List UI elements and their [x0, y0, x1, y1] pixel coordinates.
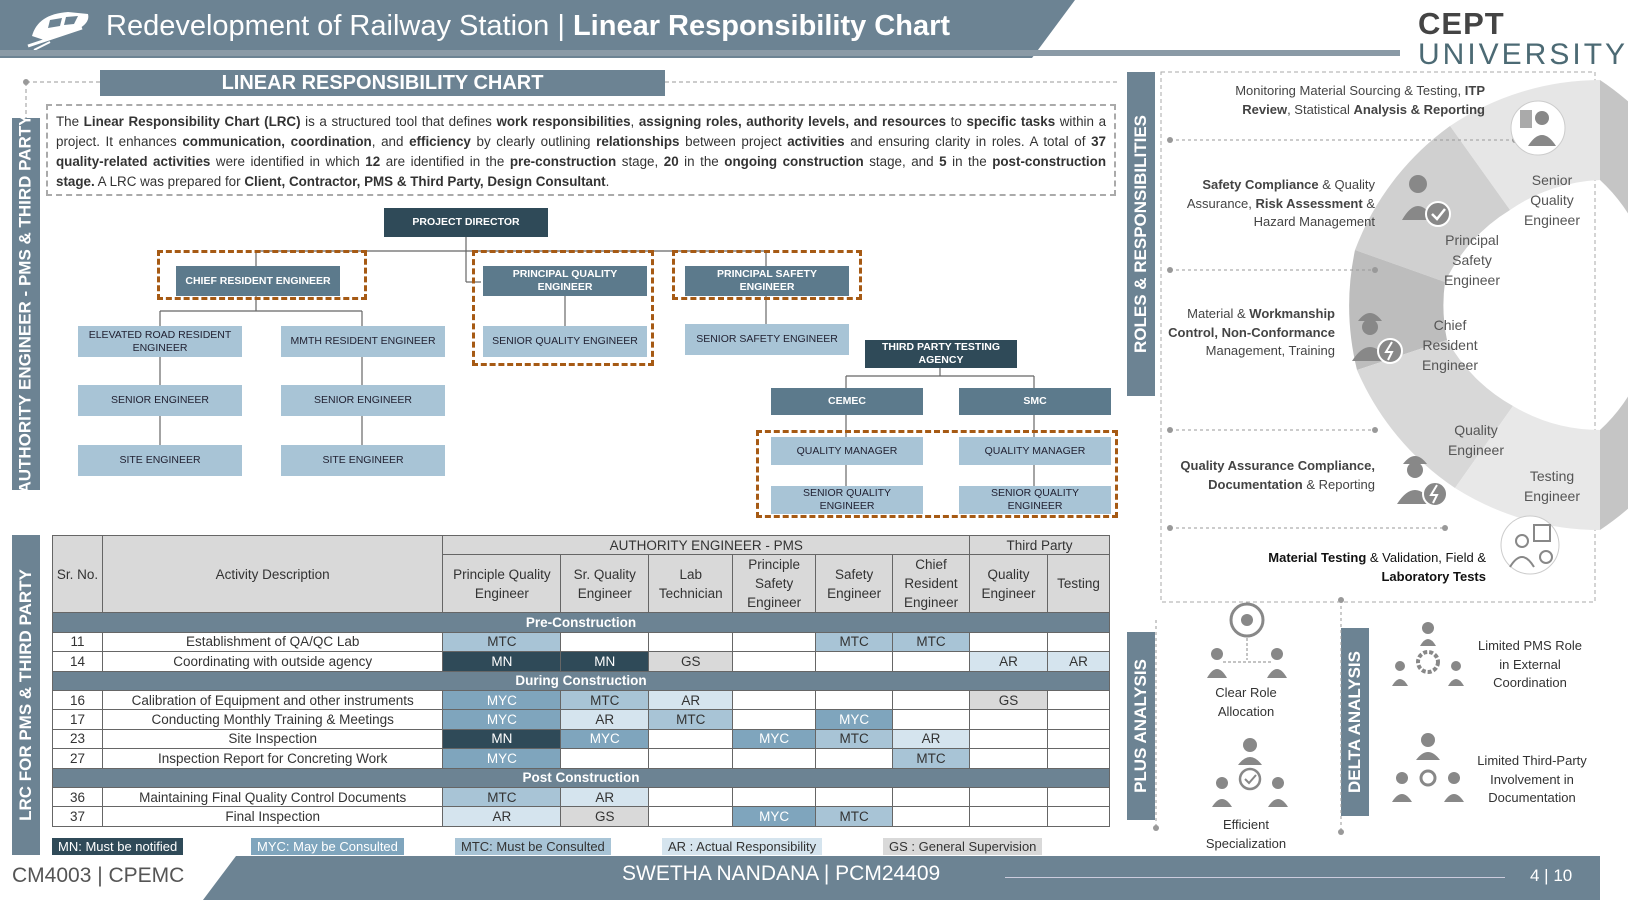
segment-label-testing: Testing Engineer — [1523, 468, 1581, 504]
footer-course: CM4003 | CPEMC — [12, 864, 185, 887]
cell-responsibility: AR — [970, 652, 1048, 671]
th-col-0: Principle Quality Engineer — [443, 555, 561, 613]
role-allocation-icon — [1205, 600, 1289, 680]
org-senior-quality-engineer: SENIOR QUALITY ENGINEER — [483, 326, 647, 357]
cell-responsibility — [816, 690, 893, 709]
cell-responsibility — [649, 749, 733, 768]
cell-srno: 37 — [53, 807, 103, 826]
th-col-7: Testing — [1047, 555, 1109, 613]
side-label-plus: PLUS ANALYSIS — [1127, 632, 1155, 820]
org-third-party-testing-agency: THIRD PARTY TESTING AGENCY — [865, 340, 1017, 368]
cell-responsibility: AR — [1047, 652, 1109, 671]
section-label: Pre-Construction — [53, 613, 1110, 632]
pms-coordination-icon — [1390, 620, 1466, 692]
safety-engineer-icon — [1398, 170, 1454, 230]
cell-responsibility: GS — [561, 807, 649, 826]
table-row — [53, 652, 1110, 671]
cell-activity: Site Inspection — [102, 729, 443, 748]
cell-responsibility — [1047, 807, 1109, 826]
header-title: Redevelopment of Railway Station | Linear Responsibility Chart — [106, 10, 951, 42]
cell-responsibility: AR — [443, 807, 561, 826]
table-row — [53, 710, 1110, 729]
cell-responsibility — [649, 787, 733, 806]
th-col-2: Lab Technician — [649, 555, 733, 613]
org-mmth-resident-engineer: MMTH RESIDENT ENGINEER — [281, 326, 445, 357]
role-desc-senior-quality: Monitoring Material Sourcing & Testing, ITP Review, Statistical Analysis & Reporting — [1235, 83, 1485, 117]
plus-clear-role-allocation: Clear Role Allocation — [1215, 685, 1277, 719]
side-label-authority: AUTHORITY ENGINEER - PMS & THIRD PARTY — [12, 118, 40, 490]
cell-srno: 14 — [53, 652, 103, 671]
table-row — [53, 807, 1110, 826]
side-label-roles: ROLES & RESPONSIBILITIES — [1127, 72, 1155, 396]
cell-responsibility: GS — [649, 652, 733, 671]
cell-responsibility — [893, 710, 970, 729]
footer-line — [1005, 877, 1505, 878]
cell-responsibility — [1047, 787, 1109, 806]
org-senior-engineer-2: SENIOR ENGINEER — [281, 385, 445, 416]
th-activity: Activity Description — [102, 536, 443, 613]
th-col-4: Safety Engineer — [816, 555, 893, 613]
legend-gs: GS : General Supervision — [883, 838, 1042, 855]
org-senior-quality-engineer-1: SENIOR QUALITY ENGINEER — [771, 486, 923, 514]
org-senior-quality-engineer-2: SENIOR QUALITY ENGINEER — [959, 486, 1111, 514]
cell-responsibility: MYC — [443, 710, 561, 729]
cell-responsibility — [649, 632, 733, 651]
cell-responsibility — [733, 710, 816, 729]
cell-responsibility — [733, 787, 816, 806]
cell-activity: Inspection Report for Concreting Work — [102, 749, 443, 768]
org-principal-quality-engineer: PRINCIPAL QUALITY ENGINEER — [483, 266, 647, 296]
cell-responsibility: MTC — [893, 749, 970, 768]
th-col-5: Chief Resident Engineer — [893, 555, 970, 613]
senior-quality-engineer-icon — [1510, 100, 1566, 156]
cell-srno: 27 — [53, 749, 103, 768]
cell-responsibility — [733, 749, 816, 768]
cell-activity: Calibration of Equipment and other instruments — [102, 690, 443, 709]
role-desc-chief-resident: Material & Workmanship Control, Non-Conformance Management, Training — [1168, 306, 1335, 358]
cell-responsibility: MN — [443, 652, 561, 671]
cell-responsibility — [649, 729, 733, 748]
cell-responsibility — [561, 632, 649, 651]
cell-responsibility: MTC — [649, 710, 733, 729]
side-label-delta: DELTA ANALYSIS — [1341, 628, 1369, 816]
org-cemec: CEMEC — [771, 388, 923, 415]
segment-label-chief-resident: Chief Resident Engineer — [1421, 317, 1479, 373]
side-label-lrc: LRC FOR PMS & THIRD PARTY — [12, 535, 40, 855]
cell-activity: Conducting Monthly Training & Meetings — [102, 710, 443, 729]
resident-engineer-icon — [1350, 305, 1406, 367]
cell-responsibility: MYC — [733, 729, 816, 748]
cell-responsibility — [733, 632, 816, 651]
third-party-involvement-icon — [1390, 730, 1466, 806]
cell-responsibility: AR — [893, 729, 970, 748]
logo-bottom: UNIVERSITY — [1418, 38, 1628, 71]
th-group-third-party: Third Party — [970, 536, 1110, 555]
table-row — [53, 787, 1110, 806]
page-number: 4 | 10 — [1530, 866, 1573, 885]
cell-responsibility: MTC — [443, 787, 561, 806]
specialization-icon — [1210, 735, 1290, 811]
th-group-pms: AUTHORITY ENGINEER - PMS — [443, 536, 970, 555]
legend-ar: AR : Actual Responsibility — [662, 838, 822, 855]
cell-srno: 36 — [53, 787, 103, 806]
delta-limited-third-party: Limited Third-Party Involvement in Documentation — [1477, 753, 1587, 805]
cell-responsibility — [816, 749, 893, 768]
section-label: Post Construction — [53, 768, 1110, 787]
org-site-engineer-1: SITE ENGINEER — [78, 445, 242, 476]
cell-responsibility: MYC — [733, 807, 816, 826]
table-row — [53, 690, 1110, 709]
cell-responsibility — [649, 807, 733, 826]
cell-responsibility — [816, 787, 893, 806]
cell-responsibility: MTC — [893, 632, 970, 651]
logo-top: CEPT — [1418, 6, 1505, 41]
cell-responsibility: GS — [970, 690, 1048, 709]
cell-responsibility — [970, 632, 1048, 651]
th-col-1: Sr. Quality Engineer — [561, 555, 649, 613]
th-col-6: Quality Engineer — [970, 555, 1048, 613]
legend-mtc: MTC: Must be Consulted — [455, 838, 611, 855]
footer-author: SWETHA NANDANA | PCM24409 — [622, 862, 941, 885]
table-row — [53, 749, 1110, 768]
cell-responsibility — [970, 729, 1048, 748]
table-section-row — [53, 768, 1110, 787]
cell-activity: Final Inspection — [102, 807, 443, 826]
cell-responsibility: AR — [649, 690, 733, 709]
table-section-row — [53, 613, 1110, 632]
segment-label-quality: Quality Engineer — [1447, 422, 1505, 458]
org-elevated-road-resident-engineer: ELEVATED ROAD RESIDENT ENGINEER — [78, 326, 242, 357]
testing-engineer-icon — [1500, 515, 1560, 575]
cell-responsibility — [1047, 710, 1109, 729]
intro-paragraph: The Linear Responsibility Chart (LRC) is a structured tool that defines work responsibilities, assigning roles, authority levels, and resources to specific tasks within a project. It enhances communication, coordination, and efficiency by clearly outlining relationships between project activities and ensuring clarity in roles. A total of 37 quality-related activities were identified in which 12 are identified in the pre-construction stage, 20 in the ongoing construction stage, and 5 in the post-construction stage. A LRC was prepared for Client, Contractor, PMS & Third Party, Design Consultant. — [46, 104, 1116, 196]
cell-responsibility: MYC — [443, 690, 561, 709]
segment-label-principal-safety: Principal Safety Engineer — [1443, 232, 1501, 288]
cell-responsibility: MN — [561, 652, 649, 671]
cell-responsibility: MYC — [561, 729, 649, 748]
cell-responsibility — [733, 690, 816, 709]
cell-responsibility — [816, 652, 893, 671]
cell-srno: 23 — [53, 729, 103, 748]
cell-srno: 16 — [53, 690, 103, 709]
legend-myc: MYC: May be Consulted — [251, 838, 404, 855]
cell-responsibility: MTC — [816, 807, 893, 826]
cell-responsibility: MTC — [816, 729, 893, 748]
delta-limited-pms-role: Limited PMS Role in External Coordination — [1477, 638, 1583, 690]
org-site-engineer-2: SITE ENGINEER — [281, 445, 445, 476]
table-row — [53, 729, 1110, 748]
cell-responsibility: MTC — [816, 632, 893, 651]
section-label: During Construction — [53, 671, 1110, 690]
cell-responsibility — [1047, 749, 1109, 768]
cell-responsibility — [970, 807, 1048, 826]
cell-responsibility: MTC — [443, 632, 561, 651]
role-desc-principal-safety: Safety Compliance & Quality Assurance, Risk Assessment & Hazard Management — [1186, 177, 1375, 229]
cell-responsibility — [970, 787, 1048, 806]
cell-activity: Maintaining Final Quality Control Documents — [102, 787, 443, 806]
org-smc: SMC — [959, 388, 1111, 415]
org-senior-safety-engineer: SENIOR SAFETY ENGINEER — [685, 324, 849, 355]
cell-responsibility — [893, 807, 970, 826]
cell-activity: Coordinating with outside agency — [102, 652, 443, 671]
table-section-row — [53, 671, 1110, 690]
cell-activity: Establishment of QA/QC Lab — [102, 632, 443, 651]
cell-responsibility: AR — [561, 787, 649, 806]
cell-responsibility: MYC — [443, 749, 561, 768]
th-srno: Sr. No. — [53, 536, 103, 613]
org-project-director: PROJECT DIRECTOR — [384, 208, 548, 237]
cell-responsibility — [561, 749, 649, 768]
role-desc-quality-engineer: Quality Assurance Compliance, Documentation & Reporting — [1180, 458, 1375, 492]
section-title: LINEAR RESPONSIBILITY CHART — [100, 70, 665, 96]
cell-responsibility — [1047, 632, 1109, 651]
org-quality-manager-2: QUALITY MANAGER — [959, 437, 1111, 465]
cell-srno: 11 — [53, 632, 103, 651]
cell-responsibility — [970, 710, 1048, 729]
org-senior-engineer-1: SENIOR ENGINEER — [78, 385, 242, 416]
lrc-table — [52, 535, 1110, 827]
role-desc-testing: Material Testing & Validation, Field & Laboratory Tests — [1268, 550, 1486, 584]
cell-responsibility — [893, 652, 970, 671]
cell-responsibility: AR — [561, 710, 649, 729]
cell-responsibility: MTC — [561, 690, 649, 709]
cell-responsibility — [1047, 729, 1109, 748]
cell-responsibility: MYC — [816, 710, 893, 729]
org-principal-safety-engineer: PRINCIPAL SAFETY ENGINEER — [685, 266, 849, 296]
cell-responsibility — [893, 690, 970, 709]
plus-efficient-specialization: Efficient Specialization — [1205, 817, 1287, 851]
org-chief-resident-engineer: CHIEF RESIDENT ENGINEER — [176, 266, 340, 296]
cell-responsibility — [1047, 690, 1109, 709]
cell-responsibility — [970, 749, 1048, 768]
cell-responsibility: MN — [443, 729, 561, 748]
table-row — [53, 632, 1110, 651]
legend-mn: MN: Must be notified — [52, 838, 183, 855]
cell-responsibility — [893, 787, 970, 806]
segment-label-senior-quality: Senior Quality Engineer — [1523, 172, 1581, 228]
th-col-3: Principle Safety Engineer — [733, 555, 816, 613]
cell-srno: 17 — [53, 710, 103, 729]
org-quality-manager-1: QUALITY MANAGER — [771, 437, 923, 465]
cell-responsibility — [733, 652, 816, 671]
